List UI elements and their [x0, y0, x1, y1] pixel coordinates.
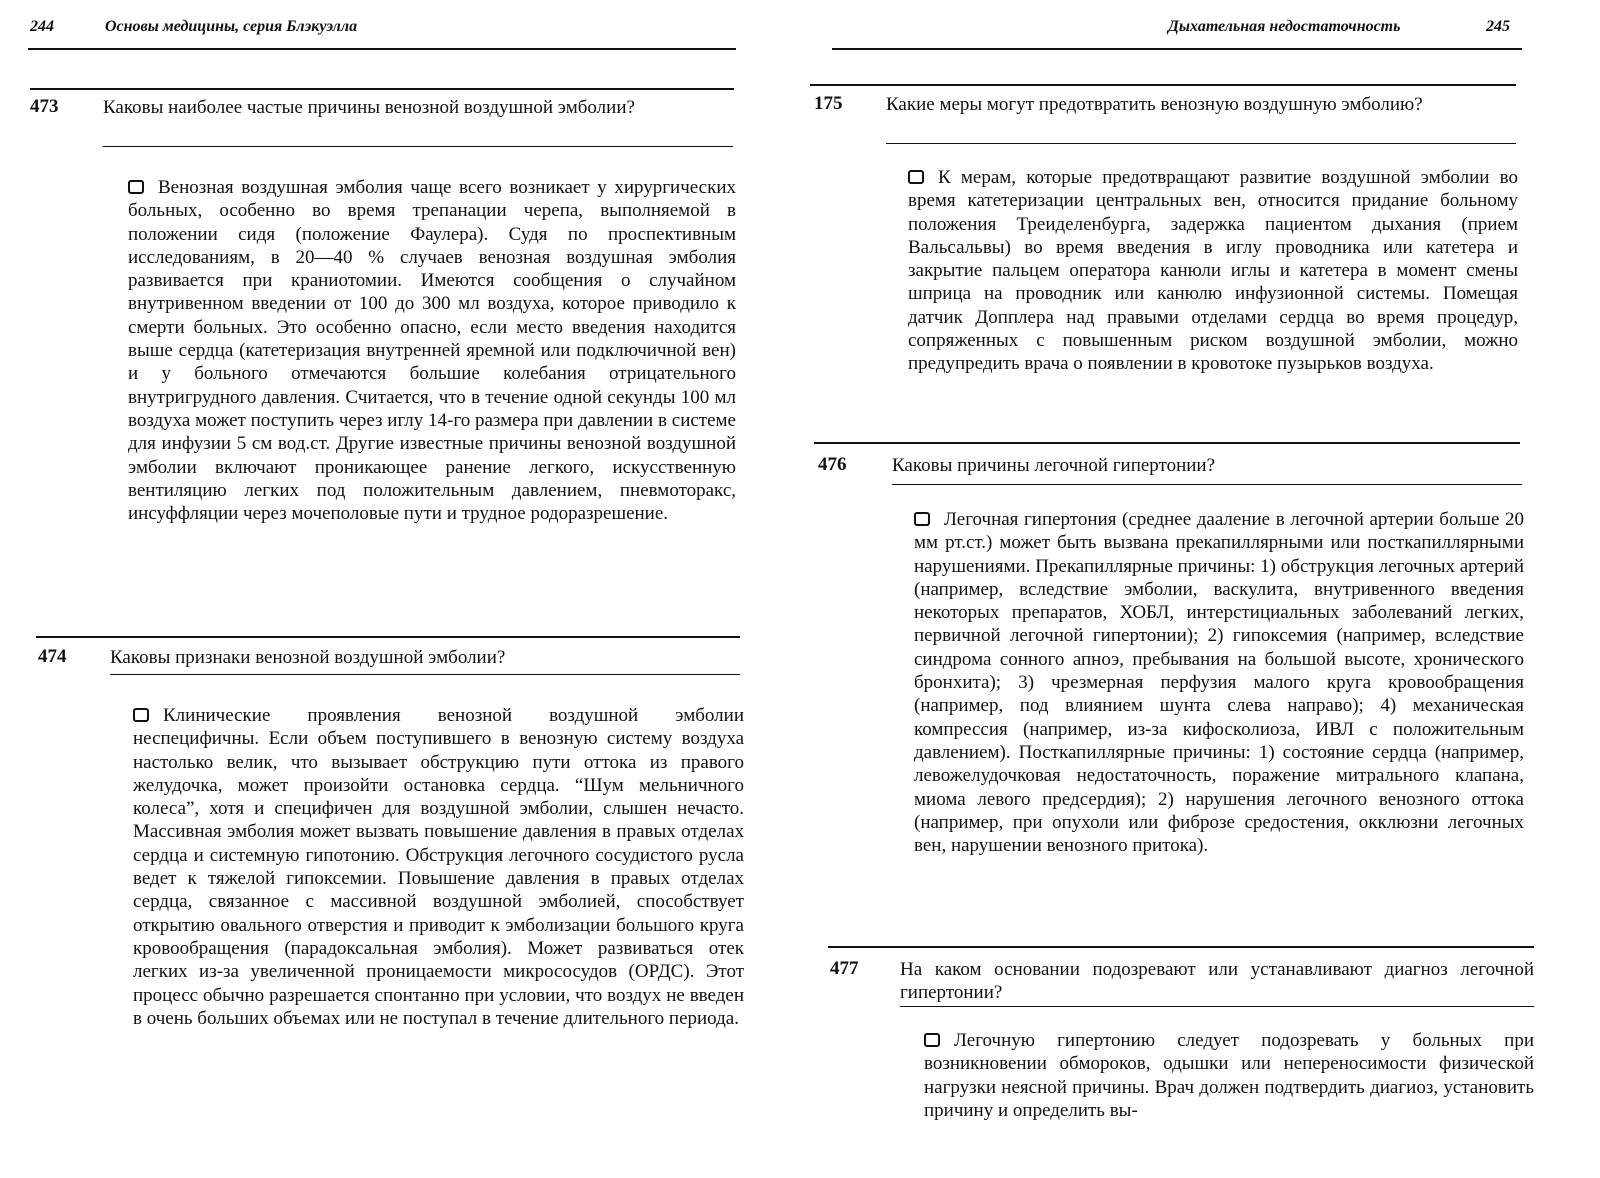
- question-rule: [814, 442, 1520, 444]
- question-underline: [886, 143, 1516, 144]
- question-underline: [103, 146, 733, 147]
- page-number: 244: [30, 18, 54, 35]
- question-text: Какие меры могут предотвратить венозную воздушную эмболию?: [886, 94, 1423, 115]
- question-rule: [828, 946, 1534, 948]
- checkbox-icon: [914, 512, 930, 526]
- question-underline: [892, 484, 1522, 485]
- checkbox-icon: [133, 708, 149, 722]
- answer-block: [133, 704, 744, 1030]
- checkbox-icon: [924, 1033, 940, 1047]
- answer-text: К мерам, которые предотвращают развитие воздушной эмболии во время катетеризации центральных вен, относится придание больному положения Треиделенбурга, задержка пациентом дыхания (прием Вальсальвы) во время введения в иглу проводника или катетера и закрытие пальцем оператора канюли иглы и катетера в момент смены шприца на проводник или канюлю инфузионной системы. Помещая датчик Допплера над правыми отделами сердца во время процедур, сопряженных с повышенным риском воздушной эмболии, можно предупредить врача о появлении в кровотоке пузырьков воздуха.: [908, 167, 1518, 375]
- answer-block: [908, 166, 1518, 376]
- question-rule: [30, 88, 734, 90]
- question-number: 473: [30, 96, 59, 117]
- left-page: [0, 0, 790, 1178]
- right-page: [810, 0, 1600, 1178]
- answer-text: Легочную гипертонию следует подозревать у больных при возникновении обмороков, одышки или непереносимости физической нагрузки неясной причины. Врач должен подтвердить диагиоз, установить причину и определить вы-: [924, 1030, 1534, 1121]
- running-title: Дыхательная недостаточность: [1168, 18, 1401, 35]
- answer-block: [914, 508, 1524, 857]
- running-title: Основы медицины, серия Блэкуэлла: [105, 18, 358, 35]
- page-number: 245: [1486, 18, 1510, 35]
- question-rule: [810, 84, 1516, 86]
- question-text: Каковы наиболее частые причины венозной воздушной эмболии?: [103, 97, 635, 118]
- answer-text: Венозная воздушная эмболия чаще всего возникает у хирургических больных, особенно во время трепанации черепа, выполняемой в положении сидя (положение Фаулера). Судя по проспективным исследованиям, в 20—40 % случаев венозная воздушная эмболия развивается при краниотомии. Имеются сообщения о случайном внутривенном введении от 100 до 300 мл воздуха, которое приводило к смерти больных. Это особенно опасно, если место введения находится выше сердца (катетеризация внутренней яремной или подключичной вен) и у больного отмечаются большие колебания отрицательного внутригрудного давления. Считается, что в течение одной секунды 100 мл воздуха может поступить через иглу 14-го размера при давлении в системе для инфузии 5 см вод.ст. Другие известные причины венозной воздушной эмболии включают проникающее ранение легкого, искусственную вентиляцию легких под положительным давлением, пневмоторакс, инсуффляции через мочеполовые пути и трудное родоразрешение.: [128, 177, 736, 525]
- question-number: 477: [830, 958, 859, 979]
- answer-block: [128, 176, 736, 525]
- question-rule: [36, 636, 740, 638]
- answer-block: [924, 1029, 1534, 1122]
- header-rule: [832, 48, 1522, 50]
- answer-text: Клинические проявления венозной воздушной эмболии неспецифичны. Если объем поступившего в венозную систему воздуха настолько велик, что вызывает обструкцию пути оттока из правого желудочка, может произойти остановка сердца. “Шум мельничного колеса”, хотя и специфичен для воздушной эмболии, слышен нечасто. Массивная эмболия может вызвать повышение давления в правых отделах сердца и системную гипотонию. Обструкция легочного сосудистого русла ведет к тяжелой гипоксемии. Повышение давления в правых отделах сердца, связанное с массивной воздушной эмболией, способствует открытию овального отверстия и приводит к эмболизации большого круга кровообращения (парадоксальная эмболия). Может развиваться отек легких из-за увеличенной проницаемости микрососудов (ОРДС). Этот процесс обычно разрешается спонтанно при условии, что воздух не введен в очень больших объемах или не поступал в течение длительного периода.: [133, 705, 744, 1029]
- checkbox-icon: [908, 170, 924, 184]
- question-underline: [900, 1006, 1534, 1007]
- question-number: 474: [38, 646, 67, 667]
- checkbox-icon: [128, 180, 144, 194]
- question-text: На каком основании подозревают или устанавливают диагноз легочной гипертонии?: [900, 959, 1534, 1003]
- header-rule: [28, 48, 736, 50]
- question-number: 175: [814, 93, 843, 114]
- answer-text: Легочная гипертония (среднее дааление в легочной артерии больше 20 мм рт.ст.) может быть вызвана прекапиллярными или посткапиллярными нарушениями. Прекапиллярные причины: 1) обструкция легочных артерий (например, вследствие эмболии, васкулита, внутривенного введения некоторых препаратов, ХОБЛ, интерстициальных заболеваний легких, первичной легочной гипертонии); 2) гипоксемия (например, вследствие синдрома сонного апноэ, пребывания на большой высоте, хронического бронхита); 3) чрезмерная перфузия малого круга кровообращения (например, под влиянием шунта слева направо); 4) механическая компрессия (например, из-за кифосколиоза, ИВЛ с положительным давлением). Посткапиллярные причины: 1) состояние сердца (например, левожелудочковая недостаточность, поражение митрального клапана, миома левого предсердия); 2) нарушения легочного венозного оттока (например, при опухоли или фиброзе средостения, окклюзни легочных вен, нарушении венозного притока).: [914, 509, 1524, 857]
- question-text: Каковы причины легочной гипертонии?: [892, 455, 1216, 476]
- question-number: 476: [818, 454, 847, 475]
- question-text: Каковы признаки венозной воздушной эмболии?: [110, 647, 506, 668]
- question-underline: [110, 674, 740, 675]
